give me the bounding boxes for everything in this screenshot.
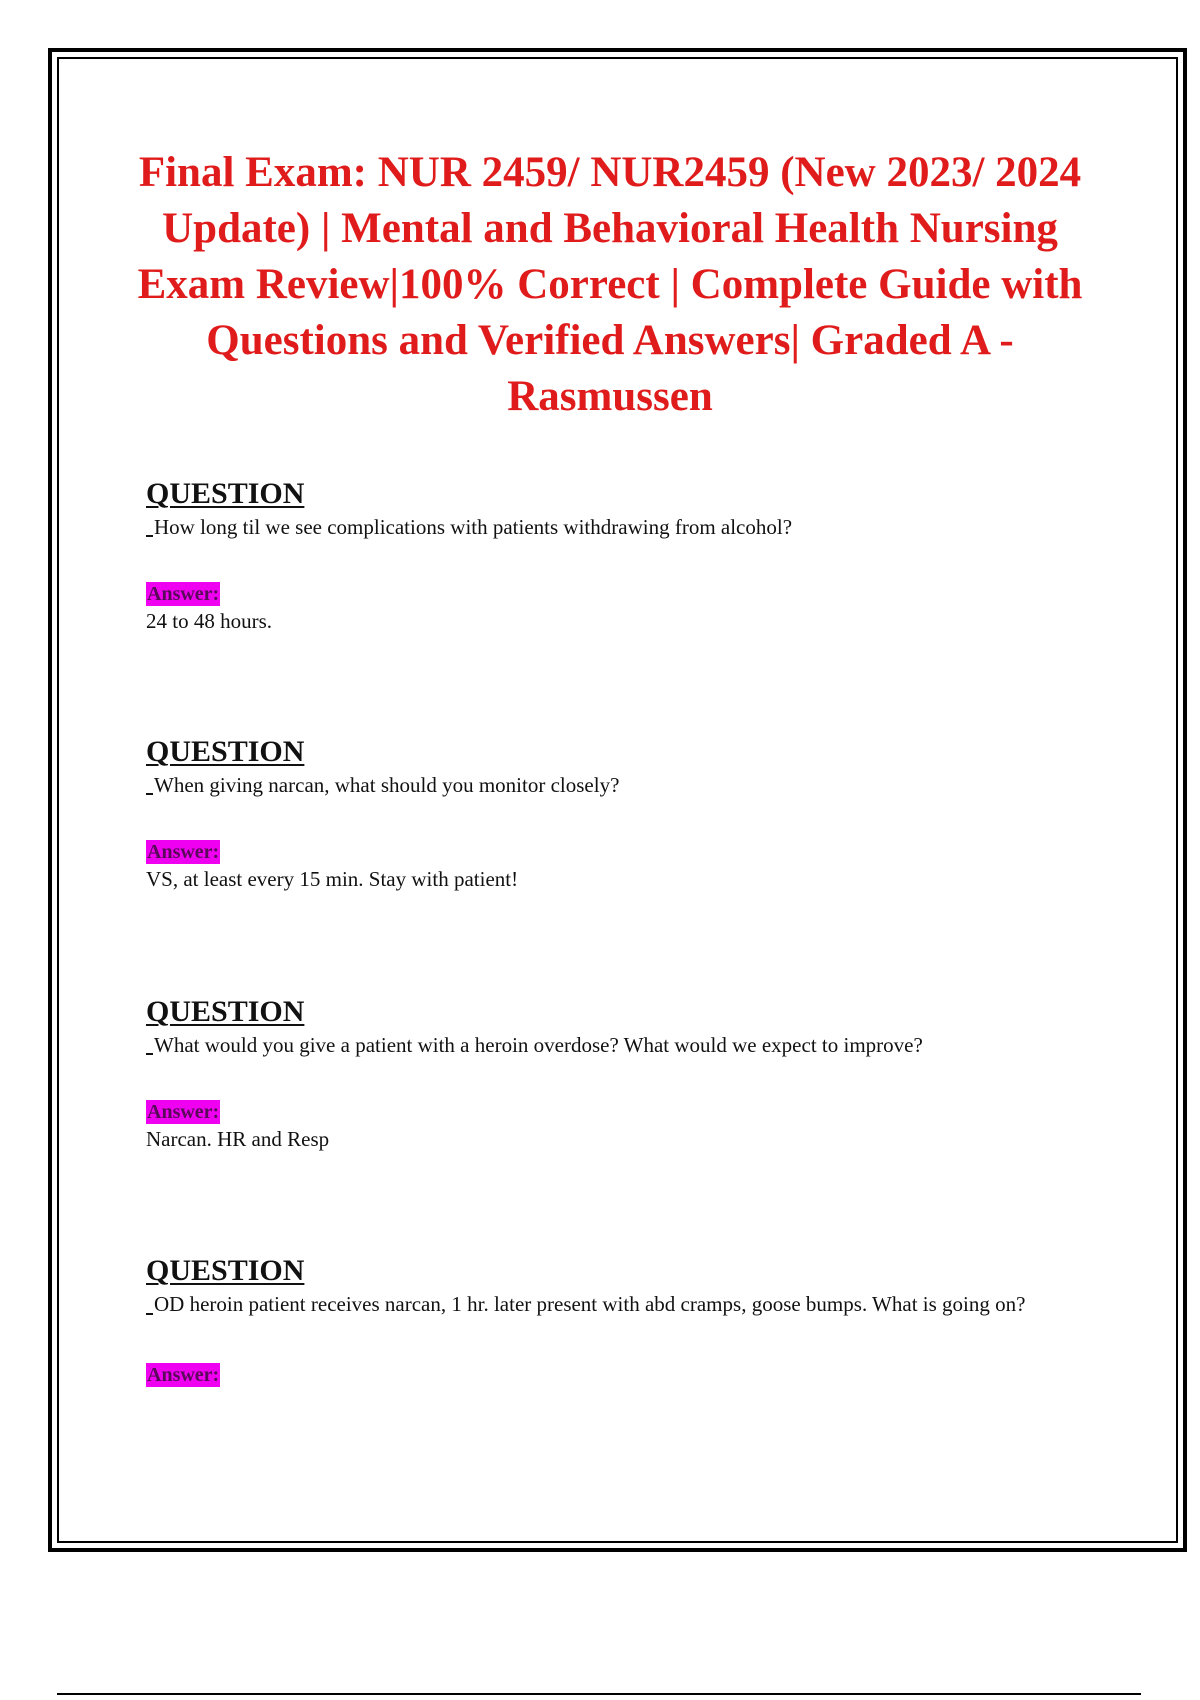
qa-block <box>146 996 1076 1152</box>
question-text <box>146 772 1076 798</box>
question-heading: QUESTION <box>146 477 305 510</box>
question-text-content: What would you give a patient with a heroin overdose? What would we expect to improve? <box>154 1033 923 1057</box>
document-title: Final Exam: NUR 2459/ NUR2459 (New 2023/ 2024 Update) | Mental and Behavioral Health Nursing Exam Review|100% Correct | Complete Guide with Questions and Verified Answers| Graded A -Rasmussen <box>137 149 1083 420</box>
underscore-mark <box>146 535 153 537</box>
answer-text: Narcan. HR and Resp <box>146 1127 330 1151</box>
question-text-content: How long til we see complications with patients withdrawing from alcohol? <box>154 515 793 539</box>
question-text <box>146 1291 1076 1317</box>
answer-label: Answer: <box>147 1364 220 1386</box>
question-text-content: When giving narcan, what should you monitor closely? <box>154 773 620 797</box>
underscore-mark <box>146 1313 153 1315</box>
question-text <box>146 1032 1076 1058</box>
underscore-mark <box>146 793 153 795</box>
answer-label: Answer: <box>147 841 220 863</box>
footer-divider <box>57 1693 1141 1695</box>
question-text-content: OD heroin patient receives narcan, 1 hr. later present with abd cramps, goose bumps. What is going on? <box>154 1292 1026 1316</box>
qa-block <box>146 478 1076 634</box>
answer-text: 24 to 48 hours. <box>146 609 272 633</box>
question-heading: QUESTION <box>146 1254 305 1287</box>
answer-label: Answer: <box>147 1101 220 1123</box>
question-heading: QUESTION <box>146 995 305 1028</box>
underscore-mark <box>146 1053 153 1055</box>
answer-text: VS, at least every 15 min. Stay with patient! <box>146 867 519 891</box>
qa-block <box>146 1255 1076 1387</box>
question-heading: QUESTION <box>146 735 305 768</box>
answer-label: Answer: <box>147 583 220 605</box>
qa-block <box>146 736 1076 892</box>
question-text <box>146 514 1076 540</box>
